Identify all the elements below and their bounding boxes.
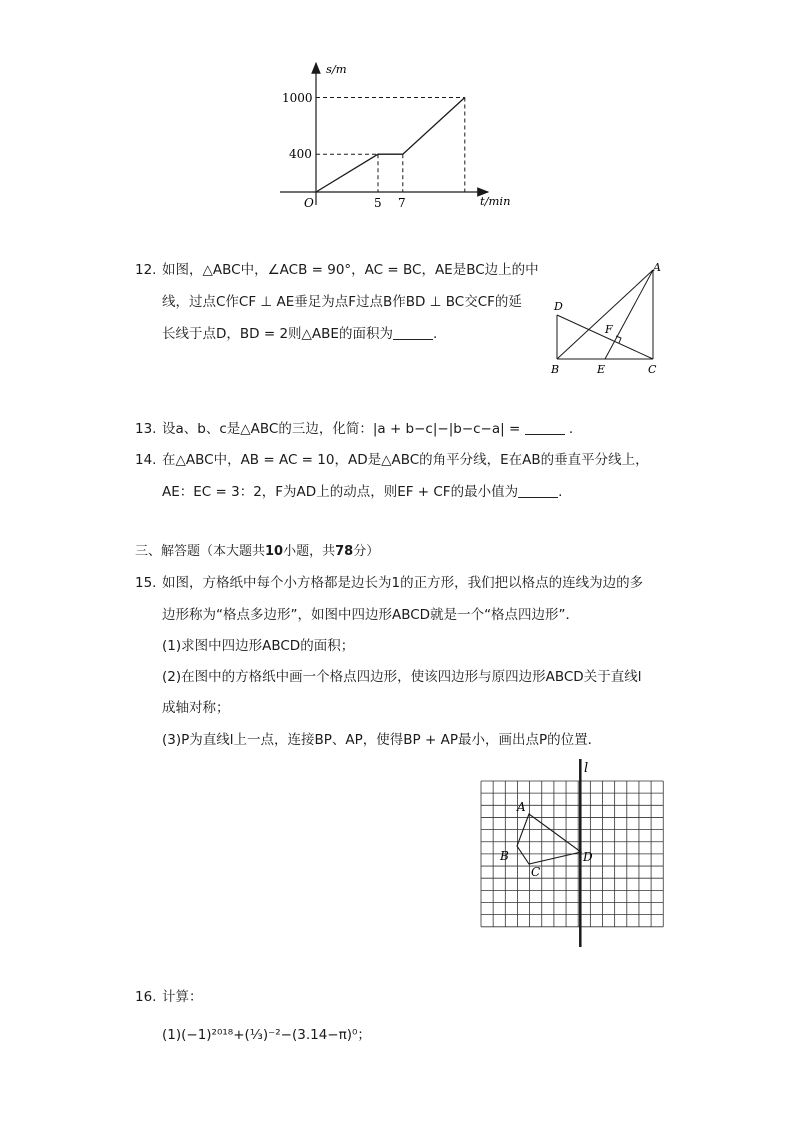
q14-number: 14.	[135, 452, 157, 468]
answer-blank	[525, 422, 565, 435]
q13-end: .	[568, 421, 574, 437]
q13-number: 13.	[135, 421, 157, 437]
quadrilateral-ABCD	[517, 814, 581, 864]
q16-title: 计算：	[162, 989, 203, 1005]
q13-text: 设a、b、c是△ABC的三边，化简：|a + b−c|−|b−c−a| =	[162, 421, 521, 437]
q12-line1: 如图，△ABC中，∠ACB = 90°，AC = BC，AE是BC边上的中	[162, 262, 539, 278]
q12-triangle-figure	[545, 258, 675, 383]
section-prefix: 三、解答题（本大题共	[135, 544, 266, 559]
y-tick-label: 1000	[282, 91, 313, 105]
grid-label-C: C	[531, 865, 541, 879]
q14-line1: 在△ABC中，AB = AC = 10，AD是△ABC的角平分线，E在AB的垂直平分线上，	[162, 452, 649, 468]
grid-label-D: D	[583, 850, 593, 864]
y-tick-label: 400	[289, 147, 312, 161]
grid-label-A: A	[517, 800, 526, 814]
q12-number: 12.	[135, 262, 157, 278]
section-suffix: 分）	[353, 544, 380, 559]
fig-label-A: A	[653, 261, 661, 274]
q16-number: 16.	[135, 989, 157, 1005]
q15-part3: (3)P为直线l上一点，连接BP、AP，使得BP + AP最小，画出点P的位置．	[162, 732, 602, 748]
section-heading	[135, 542, 379, 562]
q12-line2: 线，过点C作CF ⊥ AE垂足为点F过点B作BD ⊥ BC交CF的延	[162, 294, 522, 310]
section-score: 78	[335, 544, 354, 559]
q14-line2-text: AE：EC = 3：2，F为AD上的动点，则EF + CF的最小值为	[162, 484, 519, 500]
fig-label-F: F	[605, 323, 613, 336]
section-mid: 小题，共	[283, 544, 336, 559]
section-count: 10	[265, 544, 284, 559]
segment-DC	[557, 315, 653, 359]
q13-line	[162, 419, 573, 439]
q12-line3-end: .	[432, 326, 438, 342]
answer-blank	[518, 485, 558, 498]
q15-line2: 边形称为“格点多边形”，如图中四边形ABCD就是一个“格点四边形”．	[162, 607, 580, 623]
grid-label-B: B	[500, 849, 509, 863]
x-tick-label: 5	[374, 196, 382, 210]
q15-part1: (1)求图中四边形ABCD的面积；	[162, 638, 355, 654]
answer-blank	[393, 327, 433, 340]
q15-grid-figure	[470, 755, 680, 955]
q16-part1: (1)(−1)²⁰¹⁸+(⅓)⁻²−(3.14−π)⁰；	[162, 1027, 371, 1043]
origin-label: O	[304, 196, 314, 210]
q14-line2	[162, 482, 562, 502]
q15-line1: 如图，方格纸中每个小方格都是边长为1的正方形，我们把以格点的连线为边的多	[162, 575, 644, 591]
q14-line2-end: .	[558, 484, 563, 500]
y-axis-label: s/m	[326, 62, 347, 76]
q12-line3-text: 长线于点D，BD = 2则△ABE的面积为	[162, 326, 393, 342]
q15-part2a: (2)在图中的方格纸中画一个格点四边形，使该四边形与原四边形ABCD关于直线l	[162, 669, 642, 685]
x-tick-label: 7	[398, 196, 406, 210]
fig-label-E: E	[597, 363, 606, 376]
segment-AB	[557, 270, 653, 359]
graph-series-line	[316, 98, 465, 193]
grid-label-l: l	[584, 761, 589, 776]
q12-line3	[162, 324, 437, 344]
fig-label-D: D	[554, 300, 563, 313]
distance-time-graph	[270, 55, 530, 215]
q15-number: 15.	[135, 575, 157, 591]
fig-label-C: C	[648, 363, 657, 376]
x-axis-label: t/min	[480, 194, 511, 208]
q15-part2b: 成轴对称；	[162, 700, 230, 716]
fig-label-B: B	[551, 363, 560, 376]
segment-AE	[605, 270, 653, 359]
